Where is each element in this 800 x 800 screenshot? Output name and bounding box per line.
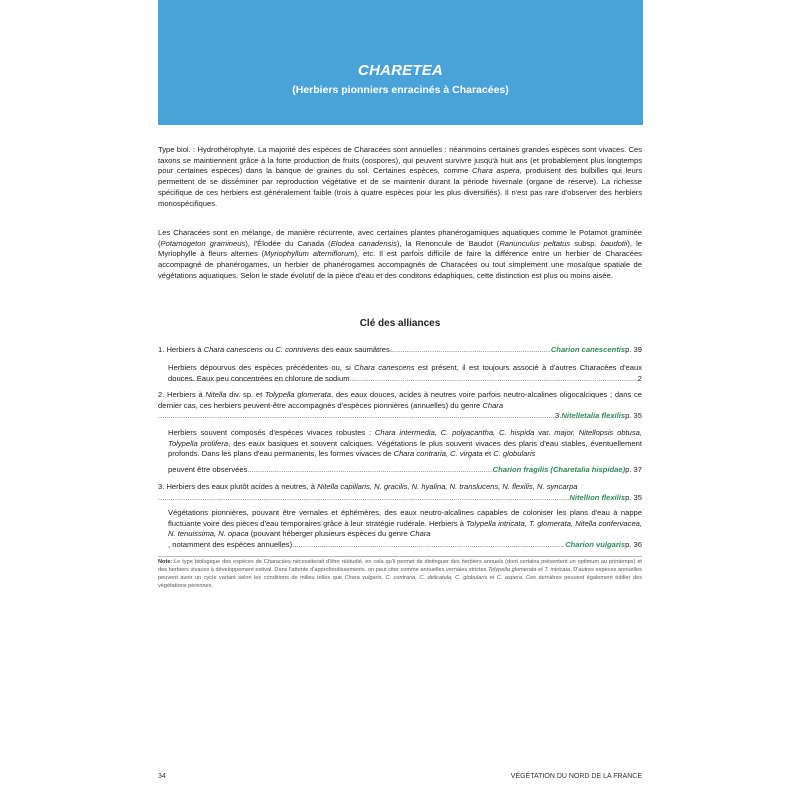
leader-dots: [158, 411, 555, 422]
key-entry-3-leader: ..... Nitellion flexilis p. 35: [158, 493, 642, 504]
alliance-link[interactable]: Charion canescentis: [550, 345, 626, 354]
alliance-link[interactable]: Charion fragilis (Charetalia hispidae): [492, 465, 626, 474]
leader-dots: [390, 345, 551, 356]
key-entry-3: 3. Herbiers des eaux plutôt acides à neutres, à Nitella capillaris, N. gracilis, N. hyalina, N. translucens, N. flexilis, N. syncarpa: [158, 482, 578, 491]
key-entry-2-leader: ..... 3. Nitelletalia flexilis p. 35: [158, 411, 642, 422]
key-entry-3-alt-leader: , notamment des espèces annuelles) ..... Charion vulgaris p. 36: [168, 540, 642, 551]
footnote: Note: Le type biologique des espèces de Characées nécessiterait d'être réétudié, en cela qu'il permet de distinguer des herbiers annuels (dont certains présentent un optimum au printemps) et des herbiers vivaces à développement estival. Dans l'attente d'approfondissements, on peut citer comme annuelles vernales strictes Tolypella glomerata et T. intricata. D'autres espèces annuelles peuvent avoir un cycle variant selon les conditions de milieu telles que Chara vulgaris, C. contraria, C. delicatula, C. globularis et C. aspera. Ces dernières peuvent également édifier des végétations pérennes.: [158, 559, 642, 589]
key-entry-2-alt: Herbiers souvent composés d'espèces vivaces robustes : Chara intermedia, C. polyacantha, C. hispida var. major, Nitellopsis obtusa, Tolypella prolifera, des eaux basiques et souvent calciques. Végétations le plus souvent vivaces des plans d'eau stables, éventuellement profonds. Dans les plans d'eau permanents, les formes vivaces de Chara contraria, C. virgata et C. globularis: [168, 428, 642, 459]
leader-dots: [168, 374, 638, 385]
note-divider: [158, 556, 642, 557]
class-subtitle: (Herbiers pionniers enracinés à Characées): [292, 84, 509, 96]
intro-paragraph-2: Les Characées sont en mélange, de manière récurrente, avec certaines plantes phanérogamiques aquatiques comme le Potamot graminée (Potamogeton gramineus), l'Élodée du Canada (Elodea canadensis), la Renoncule de Baudot (Ranunculus peltatus subsp. baudotii), le Myriophylle à fleurs alternes (Myriophyllum alterniflorum), etc. Il est parfois difficile de faire la différence entre un herbier de Characées accompagné de phanérogames, un herbier de phanérogames accompagnés de Characées ou tout simplement une mosaïque spatiale de végétations aquatiques. Selon le stade évolutif de la pièce d'eau et des conditons édaphiques, cette distinction est plus ou moins aisée.: [158, 228, 642, 280]
key-entry-3-alt: Végétations pionnières, pouvant être vernales et éphémères, des eaux neutro-alcalines capables de coloniser les plans d'eau à nappe fluctuante voire des pièces d'eau temporaires grâce à leur stratégie rudérale. Herbiers à Tolypella intricata, T. glomerata, Nitella confervacea, N. tenuissima, N. opaca (pouvant héberger plusieurs espèces du genre Chara: [168, 508, 643, 539]
key-entry-1-alt-leader: ..... 2: [168, 374, 642, 385]
page-number: 34: [158, 773, 166, 780]
alliance-link[interactable]: Charion vulgaris: [565, 540, 626, 549]
title-banner: [158, 0, 643, 125]
alliance-link[interactable]: Nitellion flexilis: [569, 492, 626, 502]
intro-paragraph-1: Type biol. : Hydrothérophyte. La majorité des espèces de Characées sont annuelles : néanmoins certaines grandes espèces sont vivaces. Ces taxons se maintiennent grâce à la forte production de fruits (oospores), qui peuvent survivre jusqu'à huit ans (et probablement plus longtemps pour certaines espèces) dans la banque de graines du sol. Certaines espèces, comme Chara aspera, produisent des bulbilles qui leurs permettent de se disséminer par reproduction végétative et de se maintenir durant la période hivernale (organe de réserve). La richesse spécifique de ces herbiers est généralement faible (trois à quatre espèces pour les plus diversifiés). Il n'est pas rare d'observer des herbiers monospécifiques.: [158, 145, 643, 208]
key-entry-2-alt-leader: peuvent être observées ..... Charion fragilis (Charetalia hispidae) p. 37: [168, 465, 642, 476]
key-entry-2: 2. Herbiers à Nitella div. sp. et Tolypella glomerata, des eaux douces, acides à neutres voire parfois neutro-alcalines oligocalciques ; dans ce dernier cas, ces herbiers peuvent-être accompagnés d'espèces pionnières (annuelles) du genre Chara: [158, 390, 642, 410]
leader-dots: [292, 540, 565, 551]
leader-dots: [247, 465, 492, 476]
running-title: VÉGÉTATION DU NORD DE LA FRANCE: [510, 773, 642, 780]
key-entry-1: 1. Herbiers à Chara canescens ou C. connivens des eaux saumâtres ..... Charion canescentis p. 39: [158, 345, 642, 356]
leader-dots: [158, 493, 569, 504]
key-title: Clé des alliances: [359, 318, 441, 329]
alliance-link[interactable]: Nitelletalia flexilis: [561, 411, 626, 420]
class-title: CHARETEA: [358, 62, 443, 79]
key-entry-1-alt: Herbiers dépourvus des espèces précédentes ou, si Chara canescens est présent, il est toujours associé à d'autres Characées d'eaux douces. Eaux peu concentrées en chlorure de sodium: [168, 363, 642, 383]
